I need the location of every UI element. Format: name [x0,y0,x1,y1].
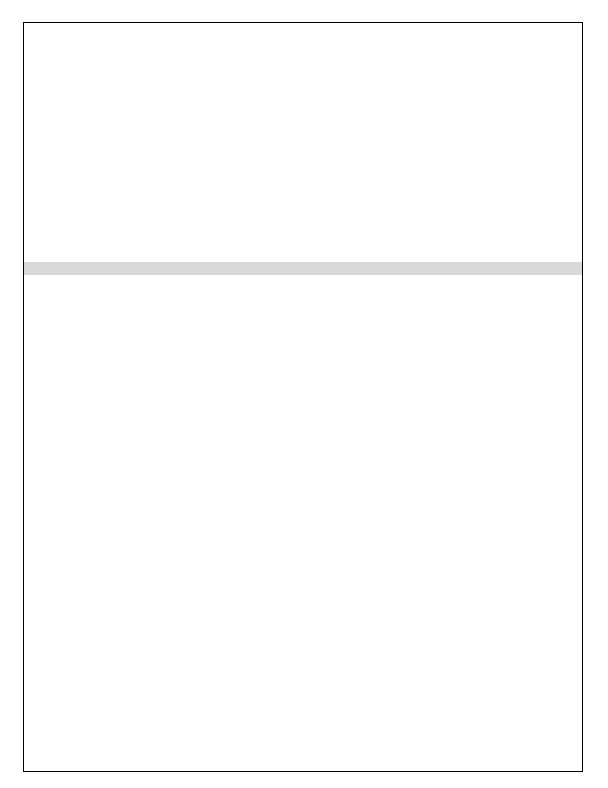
document-frame [23,22,583,772]
order-item-detail-header [24,262,582,275]
